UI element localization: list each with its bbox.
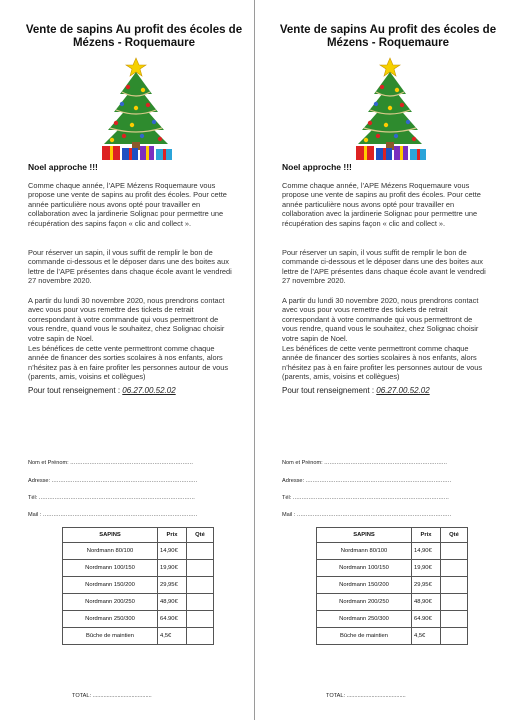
paragraph-intro: Comme chaque année, l’APE Mézens Roquemaure vous propose une vente de sapins au profit des écoles. Pour cette année particulière nous avons opté pour travailler en collaboration avec la jardinerie Solignac pour permettre une récupération des sapins façon « clic and collect ».	[28, 181, 227, 228]
row-name: Nordmann 250/300	[317, 611, 412, 628]
row-price: 14,90€	[412, 543, 441, 560]
paragraph-reservation: Pour réserver un sapin, il vous suffit de remplir le bon de commande ci-dessous et le déposer dans une des boites aux lettre de l’APE présentes dans chaque école avant le vendredi 27 novembre 2020.	[28, 248, 232, 286]
paragraph-benefits: Les bénéfices de cette vente permettront comme chaque année de financer des sorties scolaires à nos enfants, alors n’hésitez pas à en faire profiter les personnes autour de vous (parents, amis, voisins et collègues)	[282, 344, 483, 382]
row-name: Nordmann 100/150	[317, 560, 412, 577]
title-line-2: Mézens - Roquemaure	[326, 37, 450, 49]
row-name: Nordmann 80/100	[317, 543, 412, 560]
table-row	[63, 628, 214, 645]
tel-field[interactable]: Tél: .........................................................................................	[282, 495, 450, 501]
row-price: 4,5€	[412, 628, 441, 645]
row-name: Bûche de maintien	[317, 628, 412, 645]
title-line-1: Vente de sapins Au profit des écoles de	[25, 24, 243, 36]
qty-cell[interactable]	[441, 594, 468, 611]
contact-label: Pour tout renseignement :	[282, 386, 375, 395]
table-row	[317, 628, 468, 645]
table-row	[317, 543, 468, 560]
christmas-tree-icon	[350, 56, 430, 164]
qty-cell[interactable]	[441, 628, 468, 645]
order-table	[62, 527, 214, 645]
qty-cell[interactable]	[441, 543, 468, 560]
paragraph-contact: A partir du lundi 30 novembre 2020, nous prendrons contact avec vous pour vous remettre des tickets de retrait correspondant à votre commande qui vous permettront de vous rendre, quand vous le souhaitez, chez Solignac choisir votre sapin de Noel.	[28, 296, 225, 343]
table-row	[317, 577, 468, 594]
row-price: 14,90€	[158, 543, 187, 560]
flyer-title	[272, 24, 504, 50]
header-prix: Prix	[158, 528, 187, 543]
header-qte: Qté	[187, 528, 214, 543]
title-line-1: Vente de sapins Au profit des écoles de	[279, 24, 497, 36]
header-qte: Qté	[441, 528, 468, 543]
table-row	[317, 560, 468, 577]
row-name: Nordmann 150/200	[63, 577, 158, 594]
row-price: 29,95€	[412, 577, 441, 594]
qty-cell[interactable]	[441, 560, 468, 577]
header-prix: Prix	[412, 528, 441, 543]
phone-link[interactable]: 06.27.00.52.02	[376, 386, 430, 395]
table-row	[63, 594, 214, 611]
order-table	[316, 527, 468, 645]
paragraph-contact: A partir du lundi 30 novembre 2020, nous prendrons contact avec vous pour vous remettre des tickets de retrait correspondant à votre commande qui vous permettront de vous rendre, quand vous le souhaitez, chez Solignac choisir votre sapin de Noel.	[282, 296, 479, 343]
flyer-right	[272, 0, 504, 720]
row-name: Nordmann 200/250	[63, 594, 158, 611]
contact-line	[282, 386, 430, 395]
row-price: 64.90€	[158, 611, 187, 628]
table-row	[317, 594, 468, 611]
flyer-title	[18, 24, 250, 50]
row-name: Bûche de maintien	[63, 628, 158, 645]
qty-cell[interactable]	[187, 594, 214, 611]
row-name: Nordmann 80/100	[63, 543, 158, 560]
mail-field[interactable]: Mail : ........................................................................................	[282, 512, 452, 518]
name-field[interactable]: Nom et Prénom: ......................................................................	[28, 460, 194, 466]
paragraph-benefits: Les bénéfices de cette vente permettront comme chaque année de financer des sorties scolaires à nos enfants, alors n’hésitez pas à en faire profiter les personnes autour de vous (parents, amis, voisins et collègues)	[28, 344, 229, 382]
mail-field[interactable]: Mail : ........................................................................................	[28, 512, 198, 518]
table-header-row	[317, 528, 468, 543]
flyer-left	[18, 0, 250, 720]
qty-cell[interactable]	[187, 611, 214, 628]
row-price: 48,90€	[158, 594, 187, 611]
row-price: 4,5€	[158, 628, 187, 645]
row-price: 48,90€	[412, 594, 441, 611]
qty-cell[interactable]	[187, 543, 214, 560]
row-name: Nordmann 150/200	[317, 577, 412, 594]
table-row	[63, 611, 214, 628]
section-heading: Noel approche !!!	[282, 162, 352, 172]
row-name: Nordmann 250/300	[63, 611, 158, 628]
qty-cell[interactable]	[187, 628, 214, 645]
row-name: Nordmann 200/250	[317, 594, 412, 611]
paragraph-intro: Comme chaque année, l’APE Mézens Roquemaure vous propose une vente de sapins au profit des écoles. Pour cette année particulière nous avons opté pour travailler en collaboration avec la jardinerie Solignac pour permettre une récupération des sapins façon « clic and collect ».	[282, 181, 481, 228]
phone-link[interactable]: 06.27.00.52.02	[122, 386, 176, 395]
row-price: 19,90€	[158, 560, 187, 577]
title-line-2: Mézens - Roquemaure	[72, 37, 196, 49]
row-name: Nordmann 100/150	[63, 560, 158, 577]
section-heading: Noel approche !!!	[28, 162, 98, 172]
table-row	[63, 543, 214, 560]
contact-label: Pour tout renseignement :	[28, 386, 121, 395]
paragraph-reservation: Pour réserver un sapin, il vous suffit de remplir le bon de commande ci-dessous et le déposer dans une des boites aux lettre de l’APE présentes dans chaque école avant le vendredi 27 novembre 2020.	[282, 248, 486, 286]
header-sapins: SAPINS	[317, 528, 412, 543]
christmas-tree-icon	[96, 56, 176, 164]
table-header-row	[63, 528, 214, 543]
row-price: 29,95€	[158, 577, 187, 594]
header-sapins: SAPINS	[63, 528, 158, 543]
page-divider	[254, 0, 255, 720]
total-field[interactable]: TOTAL: ......................................	[326, 693, 406, 699]
row-price: 19,90€	[412, 560, 441, 577]
total-field[interactable]: TOTAL: ......................................	[72, 693, 152, 699]
name-field[interactable]: Nom et Prénom: ......................................................................	[282, 460, 448, 466]
qty-cell[interactable]	[187, 560, 214, 577]
qty-cell[interactable]	[441, 577, 468, 594]
tel-field[interactable]: Tél: .........................................................................................	[28, 495, 196, 501]
row-price: 64.90€	[412, 611, 441, 628]
qty-cell[interactable]	[187, 577, 214, 594]
contact-line	[28, 386, 176, 395]
address-field[interactable]: Adresse: ...................................................................................	[28, 478, 198, 484]
table-row	[317, 611, 468, 628]
table-row	[63, 577, 214, 594]
table-row	[63, 560, 214, 577]
address-field[interactable]: Adresse: ...................................................................................	[282, 478, 452, 484]
qty-cell[interactable]	[441, 611, 468, 628]
